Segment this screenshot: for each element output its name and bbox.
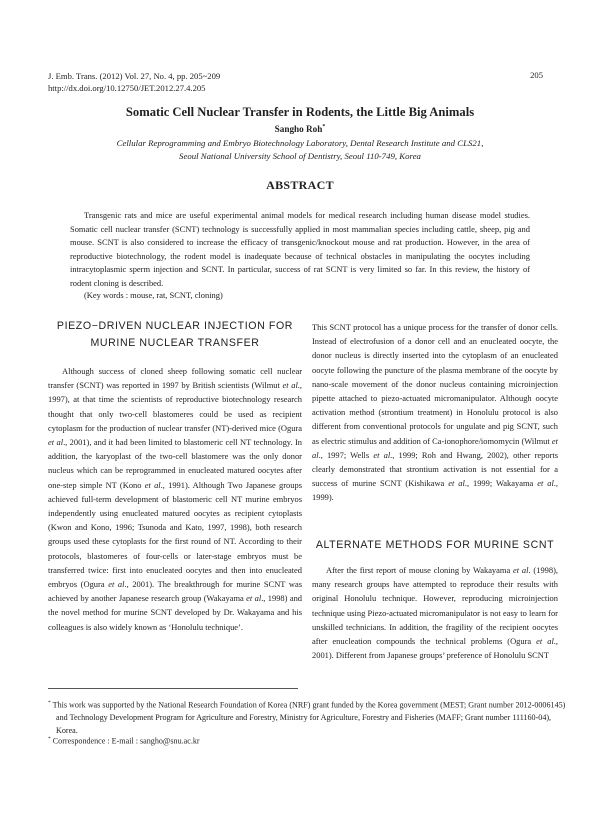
et-al: et al	[373, 449, 391, 460]
footnote-marker: *	[48, 700, 51, 706]
section-heading-alternate: ALTERNATE METHODS FOR MURINE SCNT	[315, 539, 555, 551]
left-column-paragraph	[48, 364, 302, 634]
footnote-marker: *	[48, 736, 51, 742]
text-run: ., 1999; Wakayama	[464, 478, 534, 489]
section-heading-line-1: PIEZO−DRIVEN NUCLEAR INJECTION FOR	[56, 320, 294, 332]
abstract-heading: ABSTRACT	[266, 178, 334, 192]
text-run: Although success of cloned sheep following somatic cell nuclear transfer (SCNT) was reported in 1997 by British scientists (Wilmut	[48, 366, 302, 391]
page-number: 205	[530, 70, 543, 80]
text-run: ., 1998) and the novel method for murine SCNT developed by Dr. Wakayama and his colleagues is also widely known as ‘Honolulu technique’.	[48, 593, 303, 632]
keywords: (Key words : mouse, rat, SCNT, cloning)	[84, 290, 223, 300]
journal-reference: J. Emb. Trans. (2012) Vol. 27, No. 4, pp. 205~209	[48, 71, 221, 81]
et-al: et al	[144, 479, 161, 490]
affiliation-line-2: Seoul National University School of Dentistry, Seoul 110-749, Korea	[179, 151, 421, 161]
et-al: et al	[537, 478, 554, 489]
journal-citation	[48, 70, 220, 94]
text-run: ., 1997), at that time the scientists of reproductive biotechnology research thought that only two-cell blastomeres could be used as recipient cytoplasm for the production of nuclear transfer (NT)-derived mice (Ogura	[48, 380, 303, 433]
author-name: Sangho Roh	[274, 124, 323, 135]
funding-text: This work was supported by the National Research Foundation of Korea (NRF) grant funded by the Korea government (MEST; Grant number 2012-0006145) and Technology Development Program for Agriculture and Forestry, Ministry for Agriculture, Forestry and Fisheries (MAFF; Grant number 111160-04), Korea.	[52, 700, 566, 735]
et-al: et al	[282, 380, 298, 391]
section-heading-piezo	[48, 318, 302, 352]
text-run: This SCNT protocol has a unique process for the transfer of donor cells. Instead of electrofusion of a donor cell and an enucleated oocyte, the donor nucleus is directly inserted into the cytoplasm of an enucleated oocyte following the puncture of the plasma membrane of the oocyte by nano-scale movement of the donor nucleus containing microinjection pipette attached to piezo-actuated micromanipulator. Although oocyte activation method (strontium treatment) in Honolulu protocol is also different from conventional protocols for ungulate and pig SCNT, such as electric stimulus and addition of Ca-ionophore/iomomycin (Wilmut	[312, 322, 558, 446]
et-al: et al	[108, 579, 125, 590]
affiliation	[40, 137, 560, 163]
text-run: ., 1999).	[312, 478, 559, 503]
right-column-paragraph-bottom	[312, 563, 558, 662]
section-heading-line-2: MURINE NUCLEAR TRANSFER	[90, 337, 260, 349]
et-al: et al	[312, 435, 558, 460]
paper-title: Somatic Cell Nuclear Transfer in Rodents, the Little Big Animals	[125, 105, 475, 119]
et-al: et al	[448, 478, 465, 489]
text-run: ., 2001), and it had been limited to blastomeric cell NT technology. In addition, the karyoplast of the two-cell blastomere was the only donor nucleus which can be reprogrammed in enucleated matured oocytes after one-step simple NT (Kono	[48, 437, 302, 490]
et-al: et al	[513, 565, 529, 575]
text-run: ., 1997; Wells	[318, 449, 370, 460]
author-marker: *	[322, 124, 326, 130]
correspondence-email[interactable]: Correspondence : E-mail : sangho@snu.ac.kr	[52, 736, 200, 746]
text-run: . (1998), many research groups have attempted to reproduce their results with original Honolulu technique. However, reproducing microinjection technique using Piezo-actuated micromanipulator is not easy to learn for unskilled technicians. In addition, the fragility of the recipient oocytes after enucleation compounds the technical problems (Ogura	[312, 565, 559, 647]
text-run: ., 2001). Different from Japanese groups’ preference of Honolulu SCNT	[312, 636, 559, 661]
right-column-paragraph-top	[312, 320, 558, 505]
text-run: ., 2001). The breakthrough for murine SCNT was achieved by another Japanese research group (Wakayama	[48, 579, 303, 604]
doi-link[interactable]: http://dx.doi.org/10.12750/JET.2012.27.4.205	[48, 83, 206, 93]
footnote-divider	[48, 688, 298, 689]
text-run: After the first report of mouse cloning by Wakayama	[326, 565, 511, 575]
et-al: et al	[48, 437, 64, 448]
affiliation-line-1: Cellular Reprogramming and Embryo Biotechnology Laboratory, Dental Research Institute and CLS21,	[116, 138, 484, 148]
text-run: ., 1999; Roh and Hwang, 2002), other reports clearly demonstrated that strontium activation is not essential for a success of murine SCNT (Kishikawa	[312, 449, 558, 489]
author-line	[0, 124, 600, 134]
abstract-body: Transgenic rats and mice are useful experimental animal models for medical research including human disease model studies. Somatic cell nuclear transfer (SCNT) technology is successfully applied in most mammalian species including cattle, sheep, pig and mouse. SCNT is also considered to increase the efficacy of transgenic/knockout mouse and rat production. However, in the area of reproductive biotechnology, the rodent model is inadequate because of technical obstacles in manipulating the oocytes including intracytoplasmic sperm injection and SCNT. In particular, success of rat SCNT is very limited so far. In this review, the history of rodent cloning is described.	[70, 210, 530, 288]
et-al: et al	[536, 636, 554, 647]
text-run: ., 1991). Although Two Japanese groups achieved full-term development of blastomeric cell NT murine embryos independently using enucleated matured oocytes as recipient cytoplasts (Kwon and Kono, 1996; Tsunoda and Kato, 1997, 1998), both research groups used these cytoplasts for the first round of NT. According to their protocols, blastomeres of four-cells or later-stage embryos must be transferred twice: first into enucleated oocytes and then into enucleated embryos (Ogura	[48, 479, 302, 590]
et-al: et al	[246, 593, 262, 604]
correspondence-footnote	[48, 733, 558, 748]
funding-footnote	[48, 697, 566, 737]
